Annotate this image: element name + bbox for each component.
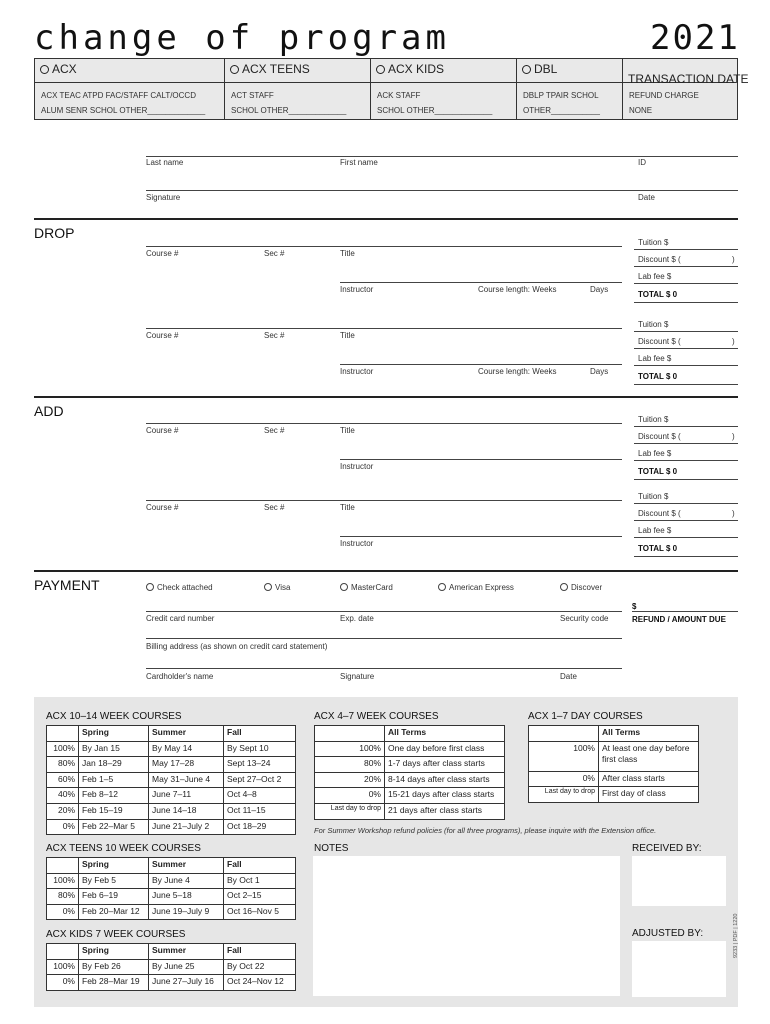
acx17-col-0 [529, 726, 599, 742]
billing-line[interactable] [146, 638, 622, 639]
summer-note: For Summer Workshop refund policies (for all three programs), please inquire with the Extension office. [314, 826, 657, 835]
table-row [315, 803, 505, 819]
kids-cell: Oct 24–Nov 12 [224, 975, 296, 991]
acx14-cell: 60% [47, 772, 79, 788]
table-row [47, 889, 296, 905]
acx17-cell: First day of class [599, 787, 699, 803]
table-row [315, 772, 505, 788]
program-dbl-line2: OTHER___________ [523, 106, 600, 115]
radio-acx[interactable] [40, 65, 49, 74]
amex-radio-icon[interactable] [438, 583, 446, 591]
acx47-cell: 20% [315, 772, 385, 788]
drop-1-discount-line[interactable] [634, 266, 738, 267]
refund-amount-label: REFUND / AMOUNT DUE [632, 615, 726, 624]
table-row [529, 787, 699, 803]
teens-col-summer: Summer [149, 858, 224, 874]
acx14-cell: Oct 11–15 [224, 803, 296, 819]
add-1-course-label: Course # [146, 426, 179, 435]
acx47-col-all: All Terms [385, 726, 505, 742]
transaction-line2: NONE [629, 106, 653, 115]
acx47-cell: 21 days after class starts [385, 803, 505, 819]
acx14-cell: By Sept 10 [224, 741, 296, 757]
card-number-label: Credit card number [146, 614, 215, 623]
pay-check-label: Check attached [157, 583, 213, 592]
table-row [47, 975, 296, 991]
acx47-cell: Last day to drop [315, 803, 385, 819]
acx14-cell: Feb 15–19 [79, 803, 149, 819]
acx47-cell: 80% [315, 757, 385, 773]
last-name-label: Last name [146, 158, 184, 167]
transaction-cell [623, 59, 749, 119]
teens-cell: Feb 6–19 [79, 889, 149, 905]
add-heading: ADD [34, 403, 64, 419]
add-2-discount-label: Discount $ ( [638, 509, 681, 518]
program-acx-teens-label: ACX TEENS [242, 62, 310, 76]
acx14-cell: June 14–18 [149, 803, 224, 819]
transaction-line1: REFUND CHARGE [629, 91, 699, 100]
table-row [47, 819, 296, 835]
add-1-total-label: TOTAL $ 0 [638, 467, 678, 476]
teens-title: ACX TEENS 10 WEEK COURSES [46, 843, 201, 854]
program-dbl [517, 59, 623, 119]
acx14-cell: 40% [47, 788, 79, 804]
acx14-cell: 80% [47, 757, 79, 773]
acx47-cell: 1-7 days after class starts [385, 757, 505, 773]
kids-cell: 100% [47, 959, 79, 975]
acx47-table [314, 725, 505, 820]
teens-cell: June 19–July 9 [149, 904, 224, 920]
form-title: change of program [34, 18, 450, 58]
teens-cell: 100% [47, 873, 79, 889]
drop-1-total-line[interactable] [634, 302, 738, 303]
acx17-cell: At least one day before first class [599, 741, 699, 771]
add-1-discount-line[interactable] [634, 443, 738, 444]
acx47-cell: 100% [315, 741, 385, 757]
add-2-sec-label: Sec # [264, 503, 285, 512]
table-row [47, 772, 296, 788]
add-divider [34, 396, 738, 398]
drop-1-course-label: Course # [146, 249, 179, 258]
acx14-col-0 [47, 726, 79, 742]
add-2-tuition-line[interactable] [634, 503, 738, 504]
acx14-cell: Feb 22–Mar 5 [79, 819, 149, 835]
program-acx-kids [371, 59, 517, 119]
holder-line[interactable] [146, 668, 622, 669]
first-name-label: First name [340, 158, 378, 167]
drop-1-tuition-label: Tuition $ [638, 238, 669, 247]
notes-label: NOTES [314, 843, 349, 854]
add-1-discount-label: Discount $ ( [638, 432, 681, 441]
check-radio-icon[interactable] [146, 583, 154, 591]
kids-col-spring: Spring [79, 944, 149, 960]
acx14-cell: Sept 13–24 [224, 757, 296, 773]
table-row [47, 741, 296, 757]
table-row [47, 959, 296, 975]
kids-cell: By June 25 [149, 959, 224, 975]
table-row [529, 771, 699, 787]
acx14-cell: Jan 18–29 [79, 757, 149, 773]
acx14-title: ACX 10–14 WEEK COURSES [46, 711, 182, 722]
payment-signature-label: Signature [340, 672, 375, 681]
acx47-title: ACX 4–7 WEEK COURSES [314, 711, 439, 722]
kids-cell: By Feb 26 [79, 959, 149, 975]
drop-1-lab-label: Lab fee $ [638, 272, 672, 281]
teens-cell: Feb 20–Mar 12 [79, 904, 149, 920]
kids-cell: By Oct 22 [224, 959, 296, 975]
acx17-col-all: All Terms [599, 726, 699, 742]
signature-line[interactable] [146, 190, 738, 191]
billing-label: Billing address (as shown on credit card statement) [146, 642, 328, 651]
acx14-cell: Feb 8–12 [79, 788, 149, 804]
security-code-label: Security code [560, 614, 609, 623]
program-kids-line1: ACK STAFF [377, 91, 421, 100]
acx17-cell: After class starts [599, 771, 699, 787]
drop-2-discount-line[interactable] [634, 348, 738, 349]
amount-dollar: $ [632, 602, 637, 611]
add-2-lab-line[interactable] [634, 537, 738, 538]
acx14-cell: 20% [47, 803, 79, 819]
drop-2-discount-label: Discount $ ( [638, 337, 681, 346]
received-by-box[interactable] [632, 856, 726, 906]
payment-divider [34, 570, 738, 572]
drop-1-lab-line[interactable] [634, 283, 738, 284]
table-row [315, 741, 505, 757]
kids-col-fall: Fall [224, 944, 296, 960]
drop-1-days-label: Days [590, 285, 609, 294]
pay-discover[interactable] [560, 583, 602, 592]
program-acx-line1: ACX TEAC ATPD FAC/STAFF CALT/OCCD [41, 91, 196, 100]
teens-cell: Oct 2–15 [224, 889, 296, 905]
pay-visa[interactable] [264, 583, 290, 592]
acx14-cell: 100% [47, 741, 79, 757]
discover-radio-icon[interactable] [560, 583, 568, 591]
table-row [47, 803, 296, 819]
signature-label: Signature [146, 193, 181, 202]
mastercard-radio-icon[interactable] [340, 583, 348, 591]
acx14-cell: Oct 18–29 [224, 819, 296, 835]
add-2-discount-close: ) [732, 509, 735, 518]
drop-2-tuition-label: Tuition $ [638, 320, 669, 329]
table-row [315, 757, 505, 773]
program-acx-label: ACX [52, 62, 77, 76]
add-1-lab-line[interactable] [634, 460, 738, 461]
pay-mastercard-label: MasterCard [351, 583, 393, 592]
acx14-cell: June 7–11 [149, 788, 224, 804]
add-1-total-line[interactable] [634, 479, 738, 480]
drop-1-discount-close: ) [732, 255, 735, 264]
acx17-cell: 100% [529, 741, 599, 771]
visa-radio-icon[interactable] [264, 583, 272, 591]
received-by-label: RECEIVED BY: [632, 843, 702, 854]
acx47-col-0 [315, 726, 385, 742]
kids-table [46, 943, 296, 991]
payment-date-label: Date [560, 672, 577, 681]
add-2-tuition-label: Tuition $ [638, 492, 669, 501]
acx14-cell: Oct 4–8 [224, 788, 296, 804]
add-2-lab-label: Lab fee $ [638, 526, 672, 535]
exp-date-label: Exp. date [340, 614, 374, 623]
acx47-cell: 15-21 days after class starts [385, 788, 505, 804]
acx14-cell: June 21–July 2 [149, 819, 224, 835]
acx17-title: ACX 1–7 DAY COURSES [528, 711, 643, 722]
pay-mastercard[interactable] [340, 583, 393, 592]
kids-title: ACX KIDS 7 WEEK COURSES [46, 929, 186, 940]
program-acx-teens [225, 59, 371, 119]
add-2-title-label: Title [340, 503, 355, 512]
pay-discover-label: Discover [571, 583, 603, 592]
kids-cell: June 27–July 16 [149, 975, 224, 991]
table-row [47, 788, 296, 804]
teens-cell: By Oct 1 [224, 873, 296, 889]
acx14-cell: Feb 1–5 [79, 772, 149, 788]
add-1-course-line[interactable] [146, 423, 622, 424]
add-2-instructor-line[interactable] [340, 536, 622, 537]
add-2-total-label: TOTAL $ 0 [638, 544, 678, 553]
drop-1-course-line[interactable] [146, 246, 622, 247]
add-1-tuition-line[interactable] [634, 426, 738, 427]
radio-dbl[interactable] [522, 65, 531, 74]
add-1-sec-label: Sec # [264, 426, 285, 435]
acx14-cell: May 31–June 4 [149, 772, 224, 788]
table-row [315, 788, 505, 804]
add-1-tuition-label: Tuition $ [638, 415, 669, 424]
drop-1-length-label: Course length: Weeks [478, 285, 557, 294]
drop-1-total-label: TOTAL $ 0 [638, 290, 678, 299]
drop-1-tuition-line[interactable] [634, 249, 738, 250]
teens-cell: By Feb 5 [79, 873, 149, 889]
pay-visa-label: Visa [275, 583, 291, 592]
add-2-discount-line[interactable] [634, 520, 738, 521]
program-table [34, 58, 749, 120]
program-acx [35, 59, 225, 119]
add-2-total-line[interactable] [634, 556, 738, 557]
acx17-cell: Last day to drop [529, 787, 599, 803]
drop-1-discount-label: Discount $ ( [638, 255, 681, 264]
drop-2-days-label: Days [590, 367, 609, 376]
program-acx-kids-label: ACX KIDS [388, 62, 445, 76]
add-1-instructor-label: Instructor [340, 462, 374, 471]
teens-table [46, 857, 296, 920]
payment-heading: PAYMENT [34, 577, 100, 593]
form-code: 9233 | PDF | 1220 [733, 913, 739, 958]
id-label: ID [638, 158, 646, 167]
drop-2-lab-line[interactable] [634, 365, 738, 366]
amount-line[interactable] [632, 611, 738, 612]
card-number-line[interactable] [146, 611, 622, 612]
program-kids-line2: SCHOL OTHER_____________ [377, 106, 493, 115]
pay-check[interactable] [146, 583, 213, 592]
drop-2-instructor-label: Instructor [340, 367, 374, 376]
drop-2-lab-label: Lab fee $ [638, 354, 672, 363]
table-row [529, 741, 699, 771]
acx14-cell: By Jan 15 [79, 741, 149, 757]
acx14-cell: May 17–28 [149, 757, 224, 773]
teens-cell: 0% [47, 904, 79, 920]
program-acx-line2: ALUM SENR SCHOL OTHER_____________ [41, 106, 206, 115]
adjusted-by-box[interactable] [632, 941, 726, 997]
drop-2-tuition-line[interactable] [634, 331, 738, 332]
name-line[interactable] [146, 156, 738, 157]
acx14-cell: Sept 27–Oct 2 [224, 772, 296, 788]
acx14-col-summer: Summer [149, 726, 224, 742]
drop-2-discount-close: ) [732, 337, 735, 346]
acx17-table [528, 725, 699, 803]
acx14-table [46, 725, 296, 835]
drop-1-instructor-line[interactable] [340, 282, 622, 283]
drop-heading: DROP [34, 225, 75, 241]
notes-box[interactable] [313, 856, 620, 996]
add-1-lab-label: Lab fee $ [638, 449, 672, 458]
kids-cell: Feb 28–Mar 19 [79, 975, 149, 991]
drop-2-sec-label: Sec # [264, 331, 285, 340]
teens-col-0 [47, 858, 79, 874]
acx14-cell: By May 14 [149, 741, 224, 757]
add-1-instructor-line[interactable] [340, 459, 622, 460]
kids-col-0 [47, 944, 79, 960]
drop-1-sec-label: Sec # [264, 249, 285, 258]
add-2-course-line[interactable] [146, 500, 622, 501]
program-dbl-line1: DBLP TPAIR SCHOL [523, 91, 599, 100]
pay-amex[interactable] [438, 583, 514, 592]
add-1-discount-close: ) [732, 432, 735, 441]
add-2-course-label: Course # [146, 503, 179, 512]
radio-acx-kids[interactable] [376, 65, 385, 74]
acx47-cell: One day before first class [385, 741, 505, 757]
drop-1-title-label: Title [340, 249, 355, 258]
add-2-instructor-label: Instructor [340, 539, 374, 548]
kids-cell: 0% [47, 975, 79, 991]
acx47-cell: 0% [315, 788, 385, 804]
drop-2-course-label: Course # [146, 331, 179, 340]
program-dbl-label: DBL [534, 62, 558, 76]
form-year: 2021 [650, 18, 740, 58]
drop-2-total-label: TOTAL $ 0 [638, 372, 678, 381]
acx14-cell: 0% [47, 819, 79, 835]
table-row [47, 904, 296, 920]
acx47-cell: 8-14 days after class starts [385, 772, 505, 788]
program-teens-line1: ACT STAFF [231, 91, 274, 100]
drop-1-instructor-label: Instructor [340, 285, 374, 294]
teens-cell: June 5–18 [149, 889, 224, 905]
table-row [47, 757, 296, 773]
acx14-col-spring: Spring [79, 726, 149, 742]
acx17-cell: 0% [529, 771, 599, 787]
acx14-col-fall: Fall [224, 726, 296, 742]
teens-cell: By June 4 [149, 873, 224, 889]
teens-col-fall: Fall [224, 858, 296, 874]
drop-2-course-line[interactable] [146, 328, 622, 329]
adjusted-by-label: ADJUSTED BY: [632, 928, 704, 939]
transaction-date-label[interactable]: TRANSACTION DATE [623, 59, 736, 83]
table-row [47, 873, 296, 889]
drop-2-total-line[interactable] [634, 384, 738, 385]
add-1-title-label: Title [340, 426, 355, 435]
program-teens-line2: SCHOL OTHER_____________ [231, 106, 347, 115]
teens-cell: Oct 16–Nov 5 [224, 904, 296, 920]
drop-2-title-label: Title [340, 331, 355, 340]
drop-divider [34, 218, 738, 220]
holder-label: Cardholder's name [146, 672, 214, 681]
drop-2-instructor-line[interactable] [340, 364, 622, 365]
date-label: Date [638, 193, 655, 202]
radio-acx-teens[interactable] [230, 65, 239, 74]
teens-cell: 80% [47, 889, 79, 905]
kids-col-summer: Summer [149, 944, 224, 960]
teens-col-spring: Spring [79, 858, 149, 874]
pay-amex-label: American Express [449, 583, 514, 592]
drop-2-length-label: Course length: Weeks [478, 367, 557, 376]
